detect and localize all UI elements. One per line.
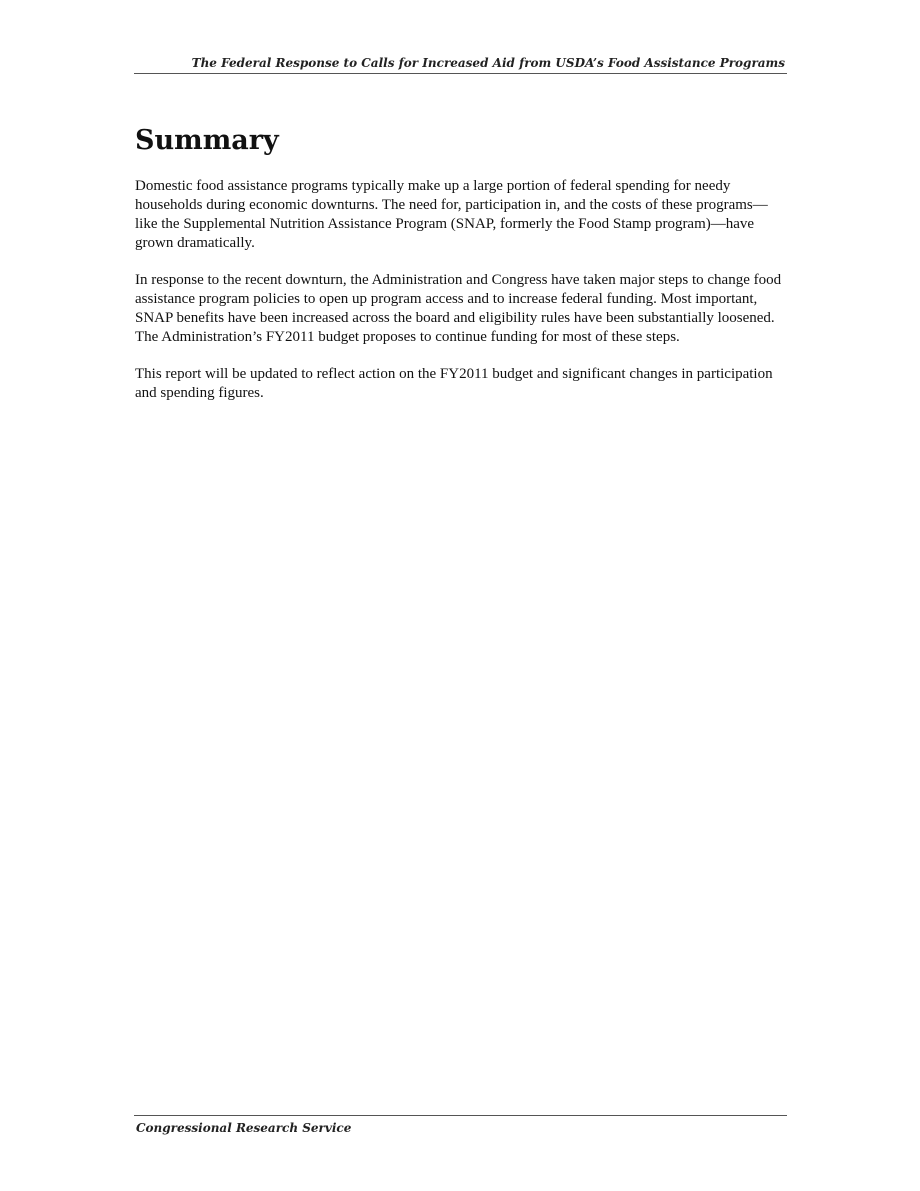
running-header bbox=[134, 55, 787, 74]
summary-paragraph: In response to the recent downturn, the Administration and Congress have taken major steps to change food assistance program policies to open up program access and to increase federal funding. Most important, SNAP benefits have been increased across the board and eligibility rules have been substantially loosened. The Administration’s FY2011 budget proposes to continue funding for most of these steps. bbox=[135, 272, 782, 345]
summary-paragraph: Domestic food assistance programs typically make up a large portion of federal spending for needy households during economic downturns. The need for, participation in, and the costs of these programs—like the Supplemental Nutrition Assistance Program (SNAP, formerly the Food Stamp program)—have grown dramatically. bbox=[135, 178, 768, 251]
footer-source: Congressional Research Service bbox=[136, 1121, 352, 1135]
summary-paragraph: This report will be updated to reflect action on the FY2011 budget and significant changes in participation and spending figures. bbox=[135, 366, 773, 401]
running-footer bbox=[134, 1115, 787, 1136]
summary-body bbox=[135, 177, 790, 421]
page-title: Summary bbox=[135, 125, 279, 156]
running-header-title: The Federal Response to Calls for Increased Aid from USDA’s Food Assistance Programs bbox=[191, 56, 785, 70]
